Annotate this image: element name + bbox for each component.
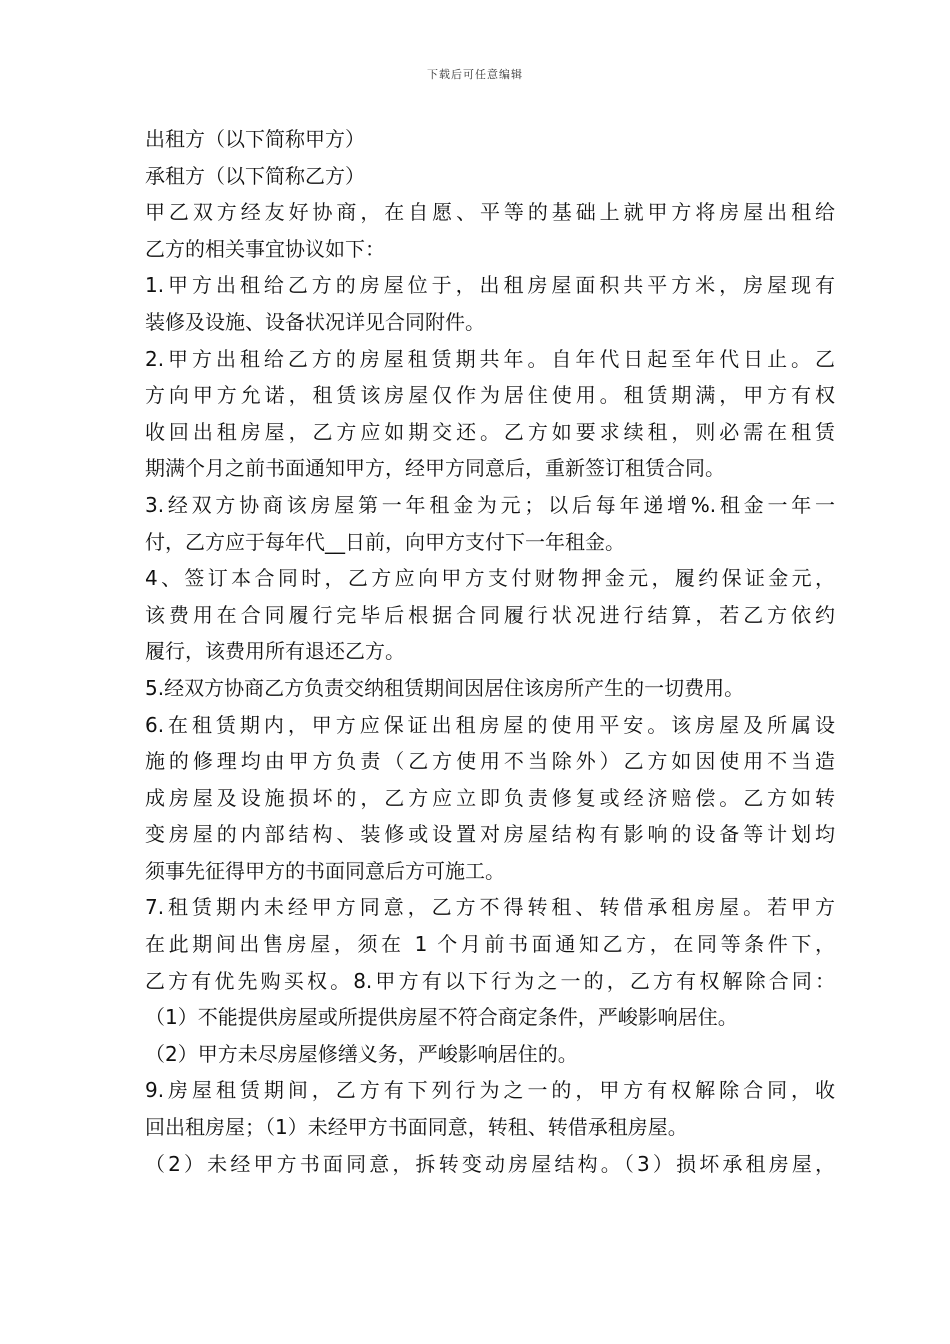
contract-text-line: 3.经双方协商该房屋第一年租金为元；以后每年递增%.租金一年一 (145, 492, 835, 517)
contract-body (145, 121, 835, 1182)
contract-text-line: 履行，该费用所有退还乙方。 (145, 639, 405, 664)
contract-text-line: 1.甲方出租给乙方的房屋位于，出租房屋面积共平方米，房屋现有 (145, 273, 835, 298)
page-header-note: 下载后可任意编辑 (427, 68, 523, 81)
contract-text-line: 5.经双方协商乙方负责交纳租赁期间因居住该房所产生的一切费用。 (145, 675, 745, 700)
contract-text-line: 回出租房屋；（1）未经甲方书面同意，转租、转借承租房屋。 (145, 1115, 688, 1140)
contract-text-line: 在此期间出售房屋，须在 1 个月前书面通知乙方，在同等条件下， (145, 932, 835, 957)
contract-text-line: 该费用在合同履行完毕后根据合同履行状况进行结算，若乙方依约 (145, 602, 835, 627)
contract-text-line: 9.房屋租赁期间，乙方有下列行为之一的，甲方有权解除合同，收 (145, 1078, 835, 1103)
contract-text-line: 装修及设施、设备状况详见合同附件。 (145, 309, 485, 334)
contract-text-line: 变房屋的内部结构、装修或设置对房屋结构有影响的设备等计划均 (145, 822, 835, 847)
contract-text-line: 4、签订本合同时，乙方应向甲方支付财物押金元，履约保证金元， (145, 566, 835, 591)
contract-text-line: 须事先征得甲方的书面同意后方可施工。 (145, 858, 505, 883)
contract-text-line: 7.租赁期内未经甲方同意，乙方不得转租、转借承租房屋。若甲方 (145, 895, 835, 920)
contract-text-line: （1）不能提供房屋或所提供房屋不符合商定条件，严峻影响居住。 (145, 1005, 738, 1030)
contract-text-line: 6.在租赁期内，甲方应保证出租房屋的使用平安。该房屋及所属设 (145, 712, 835, 737)
contract-text-line: 出租方（以下简称甲方） (145, 127, 365, 151)
contract-text-line: 收回出租房屋，乙方应如期交还。乙方如要求续租，则必需在租赁 (145, 419, 835, 444)
contract-text-line: 成房屋及设施损坏的，乙方应立即负责修复或经济赔偿。乙方如转 (145, 785, 835, 810)
contract-text-line: 方向甲方允诺，租赁该房屋仅作为居住使用。租赁期满，甲方有权 (145, 383, 835, 408)
contract-text-line: （2）未经甲方书面同意，拆转变动房屋结构。（3）损坏承租房屋， (145, 1151, 835, 1176)
contract-text-line: （2）甲方未尽房屋修缮义务，严峻影响居住的。 (145, 1041, 578, 1066)
contract-text-line: 施的修理均由甲方负责（乙方使用不当除外）乙方如因使用不当造 (145, 749, 835, 774)
contract-text-line: 期满个月之前书面通知甲方，经甲方同意后，重新签订租赁合同。 (145, 456, 725, 481)
contract-text-line: 承租方（以下简称乙方） (145, 163, 365, 188)
contract-text-line: 2.甲方出租给乙方的房屋租赁期共年。自年代日起至年代日止。乙 (145, 346, 835, 371)
contract-text-line: 付，乙方应于每年代__日前，向甲方支付下一年租金。 (145, 529, 625, 554)
contract-text-line: 乙方的相关事宜协议如下： (145, 236, 385, 261)
contract-text-line: 乙方有优先购买权。8.甲方有以下行为之一的，乙方有权解除合同： (145, 968, 835, 993)
contract-text-line: 甲乙双方经友好协商，在自愿、平等的基础上就甲方将房屋出租给 (145, 200, 835, 225)
